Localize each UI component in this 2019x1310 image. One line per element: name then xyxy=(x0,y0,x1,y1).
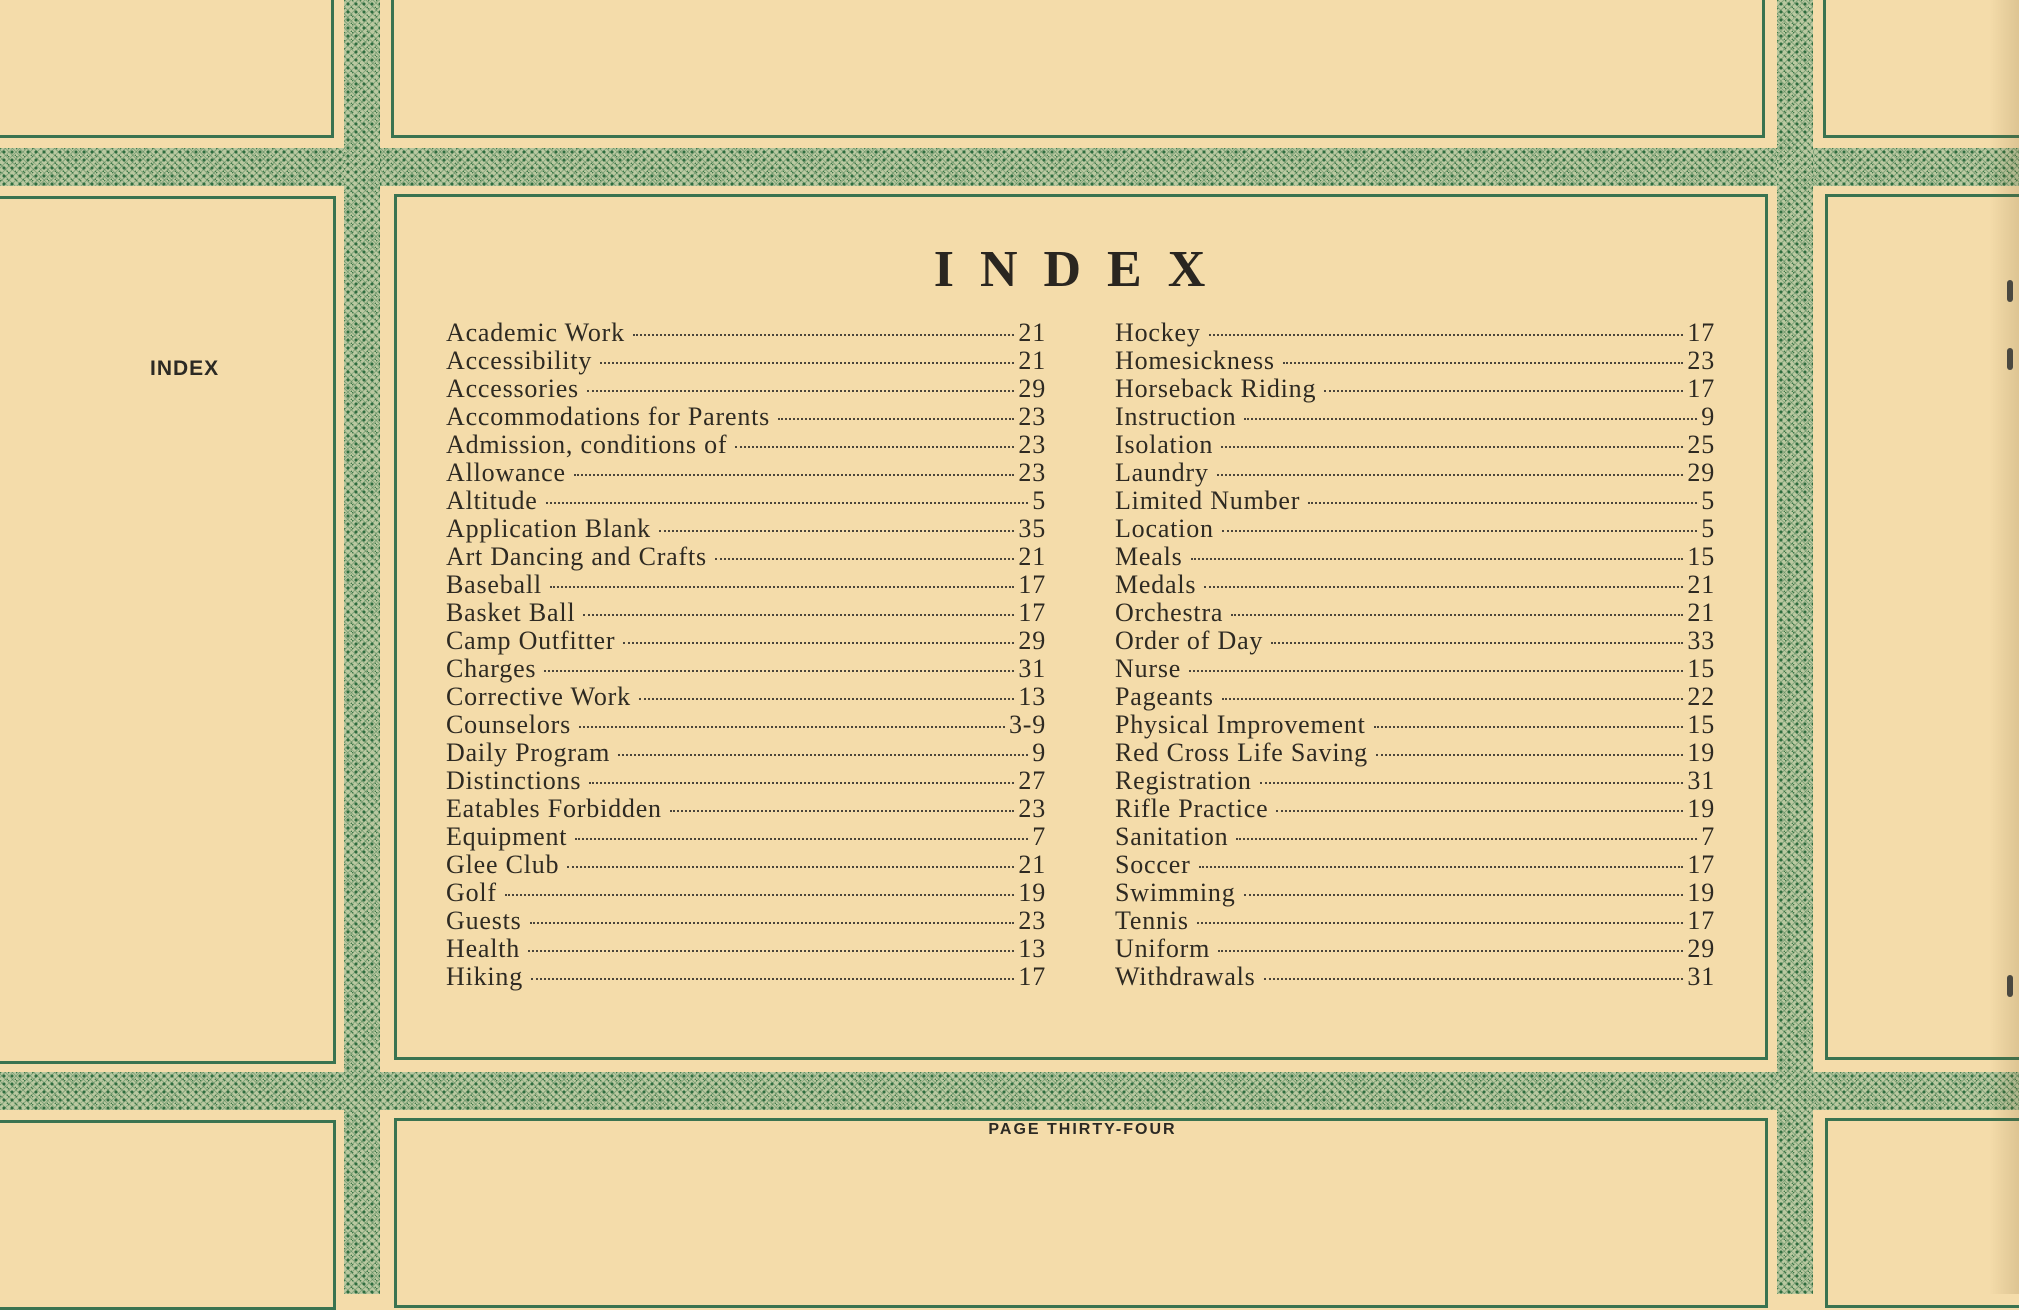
index-entry xyxy=(446,935,1046,963)
index-entry-page: 27 xyxy=(1018,766,1046,795)
index-entry-name: Tennis xyxy=(1115,906,1189,935)
index-entry-page: 5 xyxy=(1701,486,1715,515)
dot-leader xyxy=(1209,334,1684,336)
index-entry xyxy=(1115,879,1715,907)
index-entry-page: 19 xyxy=(1687,794,1715,823)
panel-bottom-center xyxy=(394,1118,1768,1308)
panel-top-left xyxy=(0,0,334,138)
decorative-band-left xyxy=(344,0,380,1294)
dot-leader xyxy=(659,530,1014,532)
index-entry-name: Withdrawals xyxy=(1115,962,1256,991)
index-entry-page: 17 xyxy=(1687,906,1715,935)
dot-leader xyxy=(670,810,1015,812)
index-entry xyxy=(1115,739,1715,767)
index-entry-page: 29 xyxy=(1018,374,1046,403)
index-entry-page: 19 xyxy=(1018,878,1046,907)
decorative-band-top xyxy=(0,148,2019,186)
index-entry-page: 15 xyxy=(1687,654,1715,683)
index-entry-page: 5 xyxy=(1701,514,1715,543)
index-entry-name: Instruction xyxy=(1115,402,1237,431)
dot-leader xyxy=(1376,754,1683,756)
index-entry xyxy=(446,347,1046,375)
index-entry xyxy=(446,851,1046,879)
dot-leader xyxy=(528,950,1014,952)
index-entry xyxy=(446,767,1046,795)
index-entry-name: Accommodations for Parents xyxy=(446,402,771,431)
index-entry-page: 3-9 xyxy=(1008,710,1046,739)
dot-leader xyxy=(1260,782,1684,784)
index-entry-page: 23 xyxy=(1018,458,1046,487)
dot-leader xyxy=(1199,866,1684,868)
index-entry-name: Meals xyxy=(1115,542,1183,571)
index-column-right xyxy=(1115,319,1715,991)
index-entry-page: 29 xyxy=(1687,934,1715,963)
dot-leader xyxy=(618,754,1028,756)
index-entry xyxy=(1115,571,1715,599)
dot-leader xyxy=(639,698,1015,700)
index-entry xyxy=(1115,963,1715,991)
dot-leader xyxy=(1189,670,1683,672)
index-entry-name: Pageants xyxy=(1115,682,1214,711)
index-entry xyxy=(1115,683,1715,711)
index-entry-page: 23 xyxy=(1018,402,1046,431)
decorative-band-bottom xyxy=(0,1072,2019,1110)
dot-leader xyxy=(579,726,1005,728)
index-entry xyxy=(446,963,1046,991)
panel-top-center xyxy=(391,0,1765,138)
index-entry-page: 17 xyxy=(1687,374,1715,403)
index-entry xyxy=(1115,851,1715,879)
dot-leader xyxy=(531,978,1014,980)
index-entry-name: Distinctions xyxy=(446,766,582,795)
index-entry-page: 33 xyxy=(1687,626,1715,655)
index-entry-name: Orchestra xyxy=(1115,598,1224,627)
index-entry xyxy=(446,907,1046,935)
dot-leader xyxy=(778,418,1014,420)
index-entry xyxy=(446,375,1046,403)
dot-leader xyxy=(1271,642,1683,644)
index-entry-name: Soccer xyxy=(1115,850,1191,879)
panel-middle-left xyxy=(0,196,336,1064)
index-entry-name: Glee Club xyxy=(446,850,560,879)
index-entry-name: Sanitation xyxy=(1115,822,1229,851)
index-entry-name: Basket Ball xyxy=(446,598,576,627)
index-entry xyxy=(1115,907,1715,935)
index-entry-name: Nurse xyxy=(1115,654,1182,683)
index-entry-name: Isolation xyxy=(1115,430,1214,459)
dot-leader xyxy=(1222,698,1684,700)
index-entry xyxy=(1115,795,1715,823)
dot-leader xyxy=(1221,446,1683,448)
index-entry-name: Limited Number xyxy=(1115,486,1301,515)
dot-leader xyxy=(600,362,1014,364)
index-entry xyxy=(1115,515,1715,543)
index-entry-page: 31 xyxy=(1687,766,1715,795)
sidebar-index-label: INDEX xyxy=(150,357,220,380)
index-entry-name: Golf xyxy=(446,878,497,907)
index-entry-page: 7 xyxy=(1701,822,1715,851)
index-entry-page: 21 xyxy=(1018,318,1046,347)
dot-leader xyxy=(1276,810,1683,812)
index-entry-page: 17 xyxy=(1018,570,1046,599)
dot-leader xyxy=(567,866,1014,868)
index-entry-page: 15 xyxy=(1687,710,1715,739)
index-entry-name: Charges xyxy=(446,654,537,683)
dot-leader xyxy=(550,586,1014,588)
page-number-footer: PAGE THIRTY-FOUR xyxy=(988,1121,1177,1138)
index-entry-name: Allowance xyxy=(446,458,566,487)
index-entry-page: 35 xyxy=(1018,514,1046,543)
dot-leader xyxy=(735,446,1014,448)
index-entry-name: Health xyxy=(446,934,521,963)
dot-leader xyxy=(1191,558,1684,560)
index-entry xyxy=(1115,487,1715,515)
index-entry-page: 9 xyxy=(1701,402,1715,431)
index-entry-page: 29 xyxy=(1687,458,1715,487)
index-entry-page: 23 xyxy=(1687,346,1715,375)
index-entry xyxy=(446,627,1046,655)
index-entry-name: Order of Day xyxy=(1115,626,1264,655)
index-entry-page: 31 xyxy=(1018,654,1046,683)
index-entry xyxy=(1115,767,1715,795)
index-entry-page: 13 xyxy=(1018,934,1046,963)
index-entry xyxy=(446,655,1046,683)
index-entry xyxy=(1115,711,1715,739)
dot-leader xyxy=(589,782,1014,784)
index-entry-page: 13 xyxy=(1018,682,1046,711)
dot-leader xyxy=(623,642,1014,644)
index-entry xyxy=(1115,375,1715,403)
index-entry-page: 5 xyxy=(1032,486,1046,515)
index-entry xyxy=(446,823,1046,851)
index-entry-name: Academic Work xyxy=(446,318,625,347)
index-entry-page: 9 xyxy=(1032,738,1046,767)
dot-leader xyxy=(633,334,1014,336)
index-entry-page: 7 xyxy=(1032,822,1046,851)
index-entry-name: Camp Outfitter xyxy=(446,626,616,655)
index-entry-name: Daily Program xyxy=(446,738,611,767)
index-entry xyxy=(1115,319,1715,347)
index-entry xyxy=(1115,823,1715,851)
dot-leader xyxy=(715,558,1014,560)
index-entry xyxy=(1115,459,1715,487)
index-entry-page: 25 xyxy=(1687,430,1715,459)
index-entry xyxy=(446,711,1046,739)
index-entry-name: Homesickness xyxy=(1115,346,1275,375)
index-entry-name: Art Dancing and Crafts xyxy=(446,542,707,571)
index-entry-name: Horseback Riding xyxy=(1115,374,1317,403)
dot-leader xyxy=(544,670,1014,672)
index-entry-name: Admission, conditions of xyxy=(446,430,728,459)
index-entry-page: 17 xyxy=(1018,598,1046,627)
dot-leader xyxy=(1217,474,1684,476)
index-entry xyxy=(446,431,1046,459)
dot-leader xyxy=(530,922,1015,924)
index-entry xyxy=(446,795,1046,823)
dot-leader xyxy=(1204,586,1683,588)
index-entry xyxy=(1115,431,1715,459)
dot-leader xyxy=(1264,978,1684,980)
binding-hole-1 xyxy=(2007,280,2013,302)
index-entry-page: 31 xyxy=(1687,962,1715,991)
index-entry-name: Accessories xyxy=(446,374,579,403)
index-entry-name: Physical Improvement xyxy=(1115,710,1366,739)
dot-leader xyxy=(1374,726,1684,728)
index-entry-name: Uniform xyxy=(1115,934,1211,963)
index-entry-page: 21 xyxy=(1018,346,1046,375)
index-entry-name: Laundry xyxy=(1115,458,1209,487)
dot-leader xyxy=(574,474,1015,476)
index-entry-name: Red Cross Life Saving xyxy=(1115,738,1368,767)
index-entry-page: 19 xyxy=(1687,878,1715,907)
dot-leader xyxy=(1197,922,1684,924)
index-entry-page: 22 xyxy=(1687,682,1715,711)
dot-leader xyxy=(1218,950,1683,952)
index-entry-page: 17 xyxy=(1687,318,1715,347)
index-entry xyxy=(1115,627,1715,655)
index-entry-name: Application Blank xyxy=(446,514,651,543)
index-entry xyxy=(1115,599,1715,627)
index-entry xyxy=(446,683,1046,711)
index-entry-page: 19 xyxy=(1687,738,1715,767)
dot-leader xyxy=(1236,838,1697,840)
index-entry xyxy=(446,879,1046,907)
index-entry xyxy=(1115,543,1715,571)
index-entry-page: 21 xyxy=(1018,850,1046,879)
index-entry-name: Altitude xyxy=(446,486,538,515)
index-entry-name: Equipment xyxy=(446,822,568,851)
index-entry-name: Guests xyxy=(446,906,522,935)
index-entry xyxy=(446,403,1046,431)
dot-leader xyxy=(1244,418,1697,420)
index-entry-name: Counselors xyxy=(446,710,571,739)
index-entry-name: Location xyxy=(1115,514,1214,543)
panel-bottom-left xyxy=(0,1120,336,1310)
index-entry-name: Rifle Practice xyxy=(1115,794,1269,823)
dot-leader xyxy=(575,838,1028,840)
dot-leader xyxy=(1308,502,1697,504)
dot-leader xyxy=(1244,894,1684,896)
dot-leader xyxy=(1283,362,1684,364)
index-entry-page: 17 xyxy=(1687,850,1715,879)
index-entry-page: 23 xyxy=(1018,794,1046,823)
index-entry xyxy=(446,739,1046,767)
index-entry-name: Accessibility xyxy=(446,346,593,375)
index-entry-name: Hiking xyxy=(446,962,524,991)
index-entry-name: Medals xyxy=(1115,570,1197,599)
page-title: INDEX xyxy=(933,241,1232,298)
index-entry xyxy=(1115,655,1715,683)
index-entry-page: 21 xyxy=(1018,542,1046,571)
dot-leader xyxy=(546,502,1029,504)
index-entry-page: 21 xyxy=(1687,598,1715,627)
index-entry xyxy=(446,487,1046,515)
index-entry-name: Registration xyxy=(1115,766,1252,795)
dot-leader xyxy=(1222,530,1697,532)
index-entry xyxy=(446,459,1046,487)
dot-leader xyxy=(583,614,1014,616)
index-entry-name: Eatables Forbidden xyxy=(446,794,662,823)
dot-leader xyxy=(1324,390,1683,392)
index-entry-name: Baseball xyxy=(446,570,542,599)
binding-hole-3 xyxy=(2007,975,2013,997)
binding-hole-2 xyxy=(2007,348,2013,370)
index-entry xyxy=(446,599,1046,627)
index-entry-page: 15 xyxy=(1687,542,1715,571)
index-entry-page: 29 xyxy=(1018,626,1046,655)
index-entry-page: 23 xyxy=(1018,906,1046,935)
dot-leader xyxy=(587,390,1014,392)
decorative-band-right xyxy=(1777,0,1813,1294)
index-entry xyxy=(446,543,1046,571)
index-entry xyxy=(1115,347,1715,375)
dot-leader xyxy=(505,894,1015,896)
index-entry-name: Corrective Work xyxy=(446,682,631,711)
index-entry xyxy=(446,319,1046,347)
index-entry-name: Swimming xyxy=(1115,878,1236,907)
index-entry-page: 21 xyxy=(1687,570,1715,599)
index-entry xyxy=(1115,403,1715,431)
index-entry-page: 23 xyxy=(1018,430,1046,459)
index-column-left xyxy=(446,319,1046,991)
index-entry-page: 17 xyxy=(1018,962,1046,991)
dot-leader xyxy=(1231,614,1683,616)
index-entry xyxy=(446,571,1046,599)
index-entry-name: Hockey xyxy=(1115,318,1201,347)
index-entry xyxy=(446,515,1046,543)
index-entry xyxy=(1115,935,1715,963)
page-edge-shadow xyxy=(1989,0,2019,1294)
